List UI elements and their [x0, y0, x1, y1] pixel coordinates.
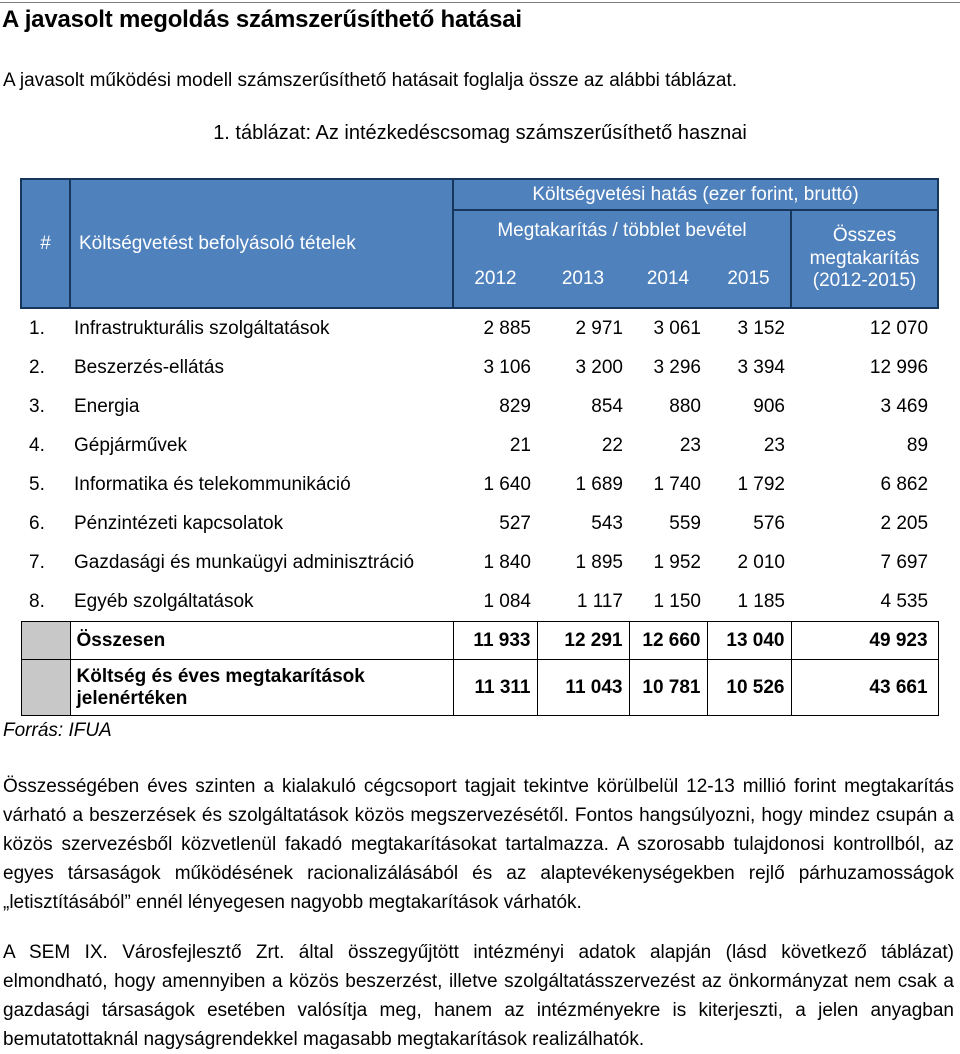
value-2015: 1 185 — [737, 590, 785, 612]
section-heading: A javasolt megoldás számszerűsíthető hatásai — [2, 6, 522, 33]
header-total — [791, 210, 938, 308]
table-row — [21, 465, 938, 504]
paragraph-institutions: A SEM IX. Városfejlesztő Zrt. által összegyűjtött intézményi adatok alapján (lásd következő táblázat) elmondható, hogy amennyiben a közös beszerzést, illetve szolgáltatásszervezést az önkormányzat nem csak a gazdasági társaságok esetében valósítja meg, hanem az intézményekre is kiterjeszti, a jelen anyagban bemutatottaknál nagyságrendekkel magasabb megtakarítások realizálhatók. — [3, 942, 954, 1050]
row-label: Pénzintézeti kapcsolatok — [74, 512, 284, 534]
value-2013: 1 895 — [575, 551, 623, 573]
intro-sentence: A javasolt működési modell számszerűsíthető hatásait foglalja össze az alábbi táblázat. — [3, 70, 738, 91]
row-label: Gépjárművek — [74, 434, 187, 456]
table-body — [21, 308, 938, 716]
sum-row — [21, 622, 938, 660]
header-savings: Megtakarítás / többlet bevétel — [453, 210, 791, 250]
pv-row-label: Költség és éves megtakarítások jelenértéken — [70, 660, 453, 716]
value-2015: 2 010 — [737, 551, 785, 573]
header-year-2013: 2013 — [537, 250, 629, 308]
value-2015: 3 394 — [737, 356, 785, 378]
value-2012: 829 — [499, 395, 531, 417]
header-total-line3: (2012-2015) — [812, 270, 917, 292]
value-2012: 3 106 — [483, 356, 531, 378]
value-2015: 576 — [753, 512, 785, 534]
paragraph-summary: Összességében éves szinten a kialakuló cégcsoport tagjait tekintve körülbelül 12-13 millió forint megtakarítás várható a beszerzések és szolgáltatások közös megszervezésétől. Fontos hangsúlyozni, hogy mindez csupán a közös szervezésből közvetlenül fakadó megtakarításokat tartalmazza. A szorosabb tulajdonosi kontrollból, az egyes társaságok működésének racionalizálásából és az alaptevékenységekben rejlő párhuzamosságok „letisztításából” ennél lényegesen nagyobb megtakarítások várhatók. — [3, 776, 954, 913]
row-number: 4. — [29, 434, 45, 456]
row-label: Beszerzés-ellátás — [74, 356, 224, 378]
value-2015: 906 — [753, 395, 785, 417]
value-2014: 1 740 — [653, 473, 701, 495]
value-2013: 3 200 — [575, 356, 623, 378]
value-2014: 1 150 — [653, 590, 701, 612]
value-2013: 1 689 — [575, 473, 623, 495]
row-number: 8. — [29, 590, 45, 612]
value-2013: 854 — [591, 395, 623, 417]
sum-row-marker — [21, 622, 70, 660]
row-total: 6 862 — [880, 473, 929, 495]
pv-value-2015: 10 526 — [707, 660, 791, 716]
row-total: 3 469 — [880, 395, 929, 417]
row-total: 2 205 — [880, 512, 929, 534]
value-2014: 559 — [669, 512, 701, 534]
value-2014: 1 952 — [653, 551, 701, 573]
pv-value-2014: 10 781 — [629, 660, 707, 716]
row-label: Egyéb szolgáltatások — [74, 590, 254, 612]
row-number: 5. — [29, 473, 45, 495]
sum-value-2014: 12 660 — [629, 622, 707, 660]
value-2014: 880 — [669, 395, 701, 417]
pv-total: 43 661 — [791, 660, 938, 716]
row-number: 2. — [29, 356, 45, 378]
value-2013: 1 117 — [576, 590, 623, 612]
row-total: 12 996 — [869, 356, 929, 378]
value-2013: 543 — [591, 512, 623, 534]
row-label: Infrastrukturális szolgáltatások — [74, 317, 330, 339]
pv-value-2012: 11 311 — [453, 660, 537, 716]
value-2015: 3 152 — [737, 317, 785, 339]
row-number: 1. — [29, 317, 45, 339]
value-2015: 1 792 — [737, 473, 785, 495]
pv-value-2013: 11 043 — [537, 660, 629, 716]
row-label: Informatika és telekommunikáció — [74, 473, 351, 495]
value-2013: 22 — [601, 434, 623, 456]
pv-row-marker — [21, 660, 70, 716]
row-number: 6. — [29, 512, 45, 534]
row-total: 12 070 — [869, 317, 929, 339]
header-year-2015: 2015 — [707, 250, 791, 308]
table-row — [21, 504, 938, 543]
row-number: 3. — [29, 395, 45, 417]
table-row — [21, 348, 938, 387]
sum-value-2012: 11 933 — [453, 622, 537, 660]
header-item: Költségvetést befolyásoló tételek — [70, 179, 453, 308]
value-2014: 23 — [679, 434, 701, 456]
header-impact: Költségvetési hatás (ezer forint, bruttó) — [453, 179, 938, 210]
value-2012: 2 885 — [483, 317, 531, 339]
header-total-line2: megtakarítás — [809, 247, 920, 269]
table-row — [21, 387, 938, 426]
table-header — [21, 179, 938, 308]
top-rule — [0, 2, 960, 3]
value-2012: 1 840 — [483, 551, 531, 573]
sum-row-label: Összesen — [70, 622, 453, 660]
value-2013: 2 971 — [575, 317, 623, 339]
row-total: 89 — [906, 434, 929, 456]
sum-value-2013: 12 291 — [537, 622, 629, 660]
row-total: 4 535 — [880, 590, 929, 612]
sum-total: 49 923 — [791, 622, 938, 660]
value-2012: 1 084 — [483, 590, 531, 612]
header-year-2014: 2014 — [629, 250, 707, 308]
value-2012: 527 — [499, 512, 531, 534]
value-2012: 1 640 — [483, 473, 531, 495]
row-total: 7 697 — [880, 551, 929, 573]
value-2014: 3 296 — [653, 356, 701, 378]
table-row — [21, 308, 938, 348]
table-row — [21, 543, 938, 582]
table-row — [21, 582, 938, 622]
value-2015: 23 — [763, 434, 785, 456]
header-year-2012: 2012 — [453, 250, 537, 308]
header-total-line1: Összes — [832, 224, 897, 246]
sum-value-2015: 13 040 — [707, 622, 791, 660]
row-label: Energia — [74, 395, 140, 417]
table-row — [21, 426, 938, 465]
row-label: Gazdasági és munkaügyi adminisztráció — [74, 551, 415, 573]
present-value-row — [21, 660, 938, 716]
table-caption: 1. táblázat: Az intézkedéscsomag számszerűsíthető hasznai — [213, 122, 747, 144]
row-number: 7. — [29, 551, 45, 573]
value-2012: 21 — [509, 434, 531, 456]
savings-table — [20, 178, 939, 716]
value-2014: 3 061 — [653, 317, 701, 339]
header-hash: # — [21, 179, 70, 308]
table-source: Forrás: IFUA — [3, 720, 112, 741]
